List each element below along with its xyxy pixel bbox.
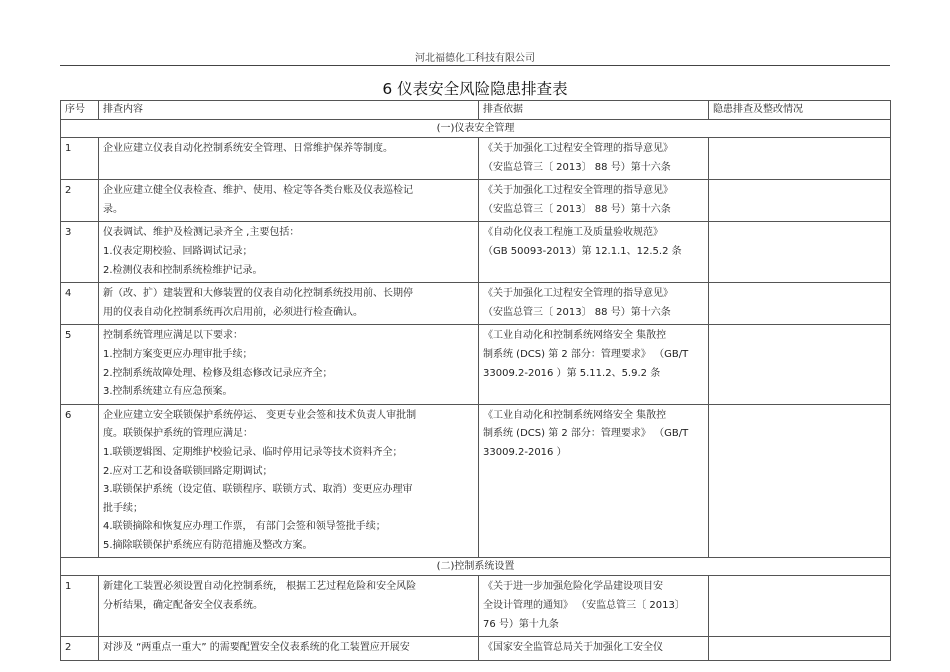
- content-line: 企业应建立仪表自动化控制系统安全管理、日常维护保养等制度。: [103, 143, 393, 154]
- row-number: 6: [61, 404, 99, 558]
- check-basis: [479, 283, 709, 325]
- basis-line: 33009.2-2016 ）: [483, 446, 567, 458]
- content-line: 1.仪表定期校验、回路调试记录；: [103, 245, 253, 257]
- basis-line: 《关于进一步加强危险化学品建设项目安: [483, 581, 663, 593]
- content-line: 1.联锁逻辑图、定期维护校验记录、临时停用记录等技术资料齐全；: [103, 446, 403, 458]
- check-content: [99, 180, 479, 222]
- table-row: [61, 138, 891, 180]
- header-rule: [60, 65, 890, 66]
- content-line: 3.控制系统建立有应急预案。: [103, 386, 233, 398]
- content-line: 2.控制系统故障处理、检修及组态修改记录应齐全；: [103, 367, 333, 379]
- basis-line: 《国家安全监管总局关于加强化工安全仪: [483, 642, 663, 654]
- content-line: 新（改、扩）建装置和大修装置的仪表自动化控制系统投用前、长期停: [103, 288, 413, 300]
- basis-line: （安监总管三〔 2013〕 88 号）第十六条: [483, 306, 671, 318]
- row-number: 2: [61, 180, 99, 222]
- basis-line: 《关于加强化工过程安全管理的指导意见》: [483, 288, 673, 300]
- rectification-status: [709, 138, 891, 180]
- row-number: 5: [61, 325, 99, 404]
- table-row: [61, 325, 891, 404]
- rectification-status: [709, 222, 891, 283]
- content-line: 对涉及 “两重点一重大” 的需要配置安全仪表系统的化工装置应开展安: [103, 642, 410, 654]
- table-row: [61, 637, 891, 661]
- basis-line: 《自动化仪表工程施工及质量验收规范》: [483, 227, 663, 239]
- check-content: [99, 576, 479, 637]
- content-line: 3.联锁保护系统（设定值、联锁程序、联锁方式、取消）变更应办理审: [103, 484, 413, 496]
- basis-line: 《工业自动化和控制系统网络安全 集散控: [483, 409, 667, 421]
- row-number: 2: [61, 637, 99, 661]
- basis-line: 全设计管理的通知》 （安监总管三〔 2013〕: [483, 600, 685, 612]
- check-basis: [479, 637, 709, 661]
- content-line: 录。: [103, 203, 123, 215]
- basis-line: （安监总管三〔 2013〕 88 号）第十六条: [483, 161, 671, 173]
- content-line: 度。联锁保护系统的管理应满足：: [103, 428, 253, 440]
- content-line: 1.控制方案变更应办理审批手续；: [103, 348, 253, 360]
- content-line: 企业应建立安全联锁保护系统停运、 变更专业会签和技术负责人审批制: [103, 409, 417, 421]
- check-basis: [479, 404, 709, 558]
- table-header-row: [61, 101, 891, 120]
- column-header-basis: 排查依据: [479, 101, 709, 120]
- row-number: 4: [61, 283, 99, 325]
- check-content: [99, 222, 479, 283]
- check-basis: [479, 325, 709, 404]
- content-line: 控制系统管理应满足以下要求：: [103, 330, 243, 342]
- rectification-status: [709, 180, 891, 222]
- basis-line: 76 号）第十九条: [483, 618, 559, 630]
- section-heading-row: [61, 120, 891, 138]
- row-number: 1: [61, 138, 99, 180]
- check-content: [99, 325, 479, 404]
- check-basis: [479, 138, 709, 180]
- content-line: 仪表调试、维护及检测记录齐全 ,主要包括：: [103, 227, 300, 239]
- basis-line: （GB 50093-2013）第 12.1.1、12.5.2 条: [483, 245, 682, 257]
- inspection-table: [60, 100, 891, 661]
- basis-line: 《关于加强化工过程安全管理的指导意见》: [483, 143, 673, 154]
- column-header-content: 排查内容: [99, 101, 479, 120]
- content-line: 2.应对工艺和设备联锁回路定期调试；: [103, 465, 273, 477]
- section-heading-row: [61, 558, 891, 576]
- table-row: [61, 404, 891, 558]
- basis-line: 《关于加强化工过程安全管理的指导意见》: [483, 185, 673, 197]
- content-line: 批手续；: [103, 502, 143, 514]
- check-content: [99, 283, 479, 325]
- basis-line: 33009.2-2016 ）第 5.11.2、5.9.2 条: [483, 367, 661, 379]
- content-line: 新建化工装置必须设置自动化控制系统， 根据工艺过程危险和安全风险: [103, 581, 417, 593]
- content-line: 4.联锁摘除和恢复应办理工作票， 有部门会签和领导签批手续；: [103, 521, 386, 533]
- check-content: [99, 404, 479, 558]
- rectification-status: [709, 325, 891, 404]
- table-row: [61, 576, 891, 637]
- content-line: 分析结果，确定配备安全仪表系统。: [103, 600, 263, 612]
- content-line: 2.检测仪表和控制系统检维护记录。: [103, 264, 263, 276]
- rectification-status: [709, 404, 891, 558]
- content-line: 用的仪表自动化控制系统再次启用前，必须进行检查确认。: [103, 306, 363, 318]
- table-row: [61, 222, 891, 283]
- table-row: [61, 283, 891, 325]
- check-content: [99, 637, 479, 661]
- section-heading: (二)控制系统设置: [61, 558, 891, 576]
- basis-line: 制系统 (DCS) 第 2 部分：管理要求》 （GB/T: [483, 428, 689, 440]
- basis-line: （安监总管三〔 2013〕 88 号）第十六条: [483, 203, 671, 215]
- check-content: [99, 138, 479, 180]
- rectification-status: [709, 576, 891, 637]
- row-number: 1: [61, 576, 99, 637]
- column-header-status: 隐患排查及整改情况: [709, 101, 891, 120]
- rectification-status: [709, 637, 891, 661]
- document-title: 6 仪表安全风险隐患排查表: [382, 80, 568, 98]
- check-basis: [479, 180, 709, 222]
- basis-line: 制系统 (DCS) 第 2 部分：管理要求》 （GB/T: [483, 348, 689, 360]
- company-header: 河北福德化工科技有限公司: [415, 53, 535, 64]
- section-heading: (一)仪表安全管理: [61, 120, 891, 138]
- rectification-status: [709, 283, 891, 325]
- check-basis: [479, 222, 709, 283]
- content-line: 企业应建立健全仪表检查、维护、使用、检定等各类台账及仪表巡检记: [103, 185, 413, 197]
- table-row: [61, 180, 891, 222]
- row-number: 3: [61, 222, 99, 283]
- basis-line: 《工业自动化和控制系统网络安全 集散控: [483, 330, 667, 342]
- check-basis: [479, 576, 709, 637]
- content-line: 5.摘除联锁保护系统应有防范措施及整改方案。: [103, 539, 313, 551]
- column-header-no: 序号: [61, 101, 99, 120]
